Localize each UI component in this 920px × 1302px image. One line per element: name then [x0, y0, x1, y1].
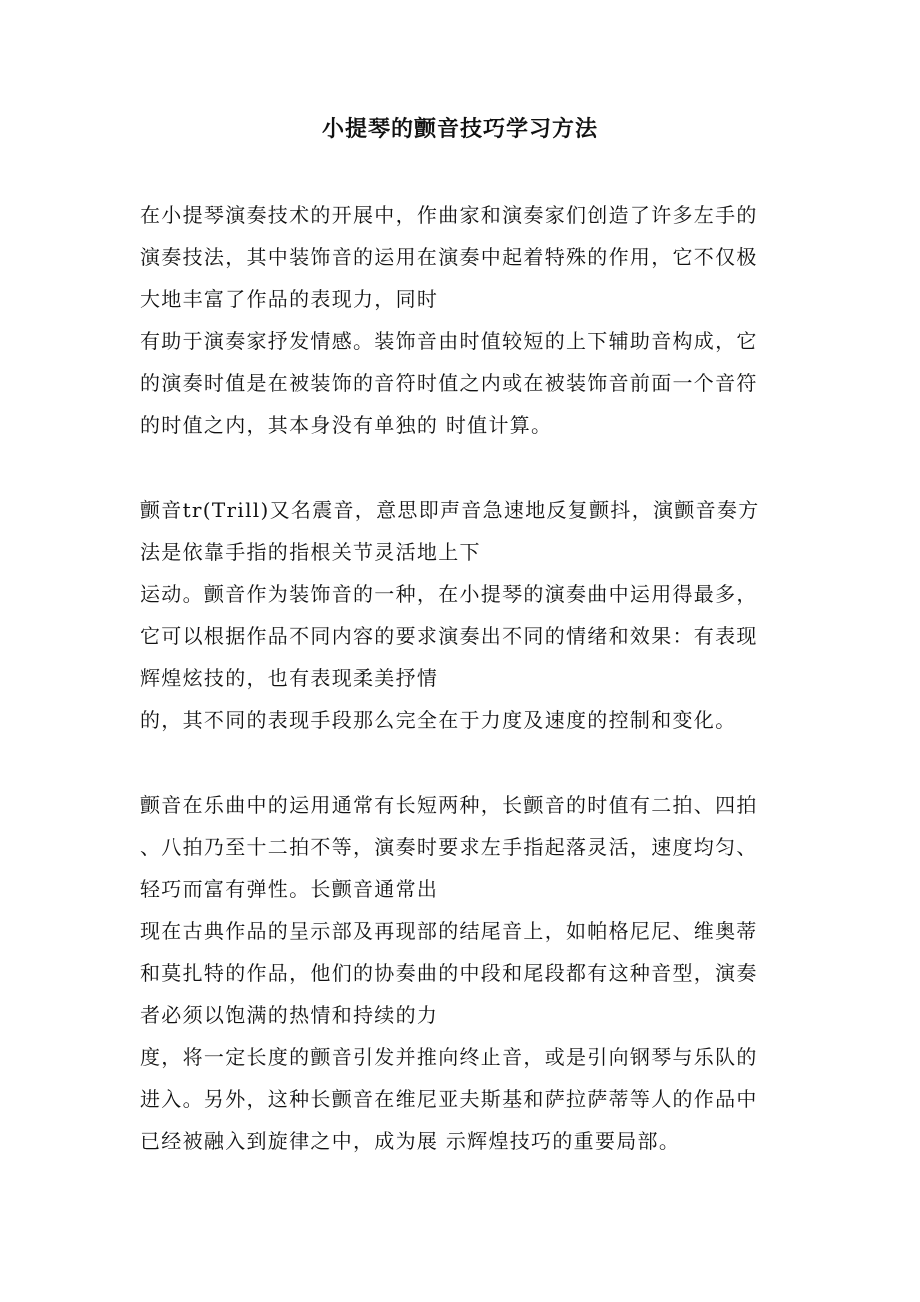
text-line: 的，其不同的表现手段那么完全在于力度及速度的控制和变化。 — [140, 708, 737, 732]
document-title: 小提琴的颤音技巧学习方法 — [321, 116, 598, 142]
text-line: 已经被融入到旋律之中，成为展 示辉煌技巧的重要局部。 — [140, 1129, 681, 1153]
text-line: 演奏技法，其中装饰音的运用在演奏中起着特殊的作用，它不仅极 — [140, 245, 758, 269]
text-line: 法是依靠手指的指根关节灵活地上下 — [140, 540, 481, 564]
text-line: 辉煌炫技的，也有表现柔美抒情 — [140, 666, 439, 690]
paragraph-1 — [140, 194, 800, 446]
paragraph-3 — [140, 784, 800, 1162]
text-line: 有助于演奏家抒发情感。装饰音由时值较短的上下辅助音构成，它 — [140, 329, 758, 353]
text-line: 、八拍乃至十二拍不等，演奏时要求左手指起落灵活，速度均匀、 — [140, 835, 758, 859]
text-line: 颤音在乐曲中的运用通常有长短两种，长颤音的时值有二拍、四拍 — [140, 793, 758, 817]
text-line: 的时值之内，其本身没有单独的 时值计算。 — [140, 413, 553, 437]
text-line: 在小提琴演奏技术的开展中，作曲家和演奏家们创造了许多左手的 — [140, 203, 758, 227]
text-line: 它可以根据作品不同内容的要求演奏出不同的情绪和效果：有表现 — [140, 624, 758, 648]
paragraph-2 — [140, 489, 800, 741]
text-line: 的演奏时值是在被装饰的音符时值之内或在被装饰音前面一个音符 — [140, 371, 758, 395]
text-line: 大地丰富了作品的表现力，同时 — [140, 287, 439, 311]
text-line: 轻巧而富有弹性。长颤音通常出 — [140, 877, 439, 901]
text-line: 现在古典作品的呈示部及再现部的结尾音上，如帕格尼尼、维奥蒂 — [140, 919, 758, 943]
text-line: 进入。另外，这种长颤音在维尼亚夫斯基和萨拉萨蒂等人的作品中 — [140, 1087, 758, 1111]
text-line: 运动。颤音作为装饰音的一种，在小提琴的演奏曲中运用得最多， — [140, 582, 758, 606]
text-line: 和莫扎特的作品，他们的协奏曲的中段和尾段都有这种音型，演奏 — [140, 961, 758, 985]
text-line: 者必须以饱满的热情和持续的力 — [140, 1003, 439, 1027]
text-line: 颤音tr(Trill)又名震音，意思即声音急速地反复颤抖，演颤音奏方 — [140, 498, 760, 522]
text-line: 度，将一定长度的颤音引发并推向终止音，或是引向钢琴与乐队的 — [140, 1045, 758, 1069]
